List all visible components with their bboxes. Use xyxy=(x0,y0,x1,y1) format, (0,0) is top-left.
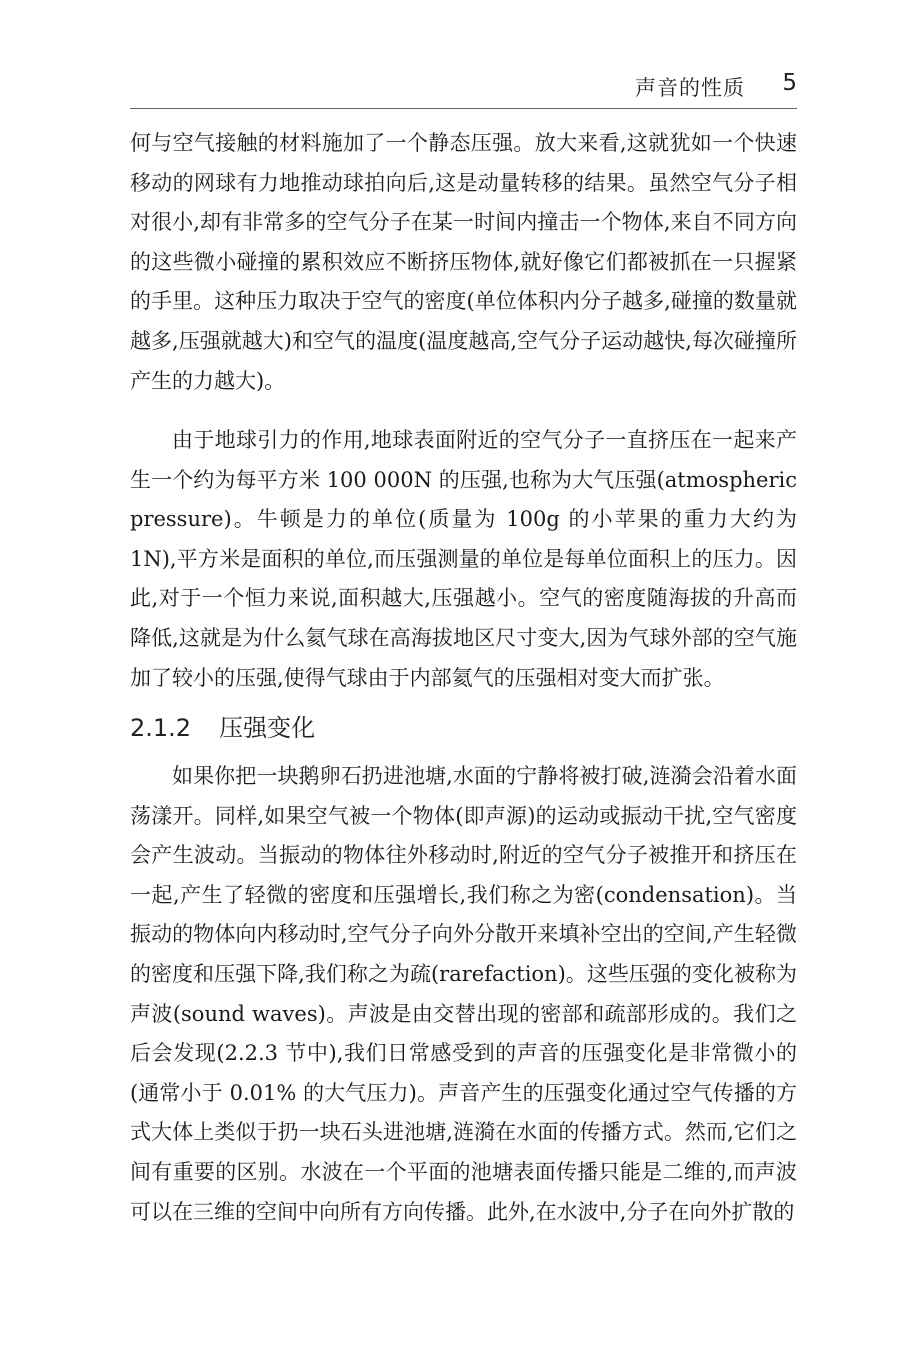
section-title: 压强变化 xyxy=(219,714,316,742)
section-number: 2.1.2 xyxy=(130,714,192,742)
paragraph-atmospheric-pressure xyxy=(130,421,797,698)
paragraph-continued xyxy=(130,124,797,401)
header-chapter-title: 声音的性质 xyxy=(635,76,745,100)
paragraph-text: 由于地球引力的作用,地球表面附近的空气分子一直挤压在一起来产生一个约为每平方米 100 000N 的压强,也称为大气压强(atmospheric pressure)。牛顿是力的单位(质量为 100g 的小苹果的重力大约为 1N),平方米是面积的单位,而压强测量的单位是每单位面积上的压力。因此,对于一个恒力来说,面积越大,压强越小。空气的密度随海拔的升高而降低,这就是为什么氦气球在高海拔地区尺寸变大,因为气球外部的空气施加了较小的压强,使得气球由于内部氦气的压强相对变大而扩张。 xyxy=(130,428,797,690)
page-number: 5 xyxy=(782,70,797,96)
running-header xyxy=(130,70,797,104)
header-divider xyxy=(130,108,797,109)
section-heading xyxy=(130,708,315,743)
paragraph-text: 如果你把一块鹅卵石扔进池塘,水面的宁静将被打破,涟漪会沿着水面荡漾开。同样,如果空气被一个物体(即声源)的运动或振动干扰,空气密度会产生波动。当振动的物体往外移动时,附近的空气分子被推开和挤压在一起,产生了轻微的密度和压强增长,我们称之为密(condensation)。当振动的物体向内移动时,空气分子向外分散开来填补空出的空间,产生轻微的密度和压强下降,我们称之为疏(rarefaction)。这些压强的变化被称为声波(sound waves)。声波是由交替出现的密部和疏部形成的。我们之后会发现(2.2.3 节中),我们日常感受到的声音的压强变化是非常微小的(通常小于 0.01% 的大气压力)。声音产生的压强变化通过空气传播的方式大体上类似于扔一块石头进池塘,涟漪在水面的传播方式。然而,它们之间有重要的区别。水波在一个平面的池塘表面传播只能是二维的,而声波可以在三维的空间中向所有方向传播。此外,在水波中,分子在向外扩散的 xyxy=(130,764,797,1224)
paragraph-pressure-changes xyxy=(130,757,797,1232)
paragraph-text: 何与空气接触的材料施加了一个静态压强。放大来看,这就犹如一个快速移动的网球有力地推动球拍向后,这是动量转移的结果。虽然空气分子相对很小,却有非常多的空气分子在某一时间内撞击一个物体,来自不同方向的这些微小碰撞的累积效应不断挤压物体,就好像它们都被抓在一只握紧的手里。这种压力取决于空气的密度(单位体积内分子越多,碰撞的数量就越多,压强就越大)和空气的温度(温度越高,空气分子运动越快,每次碰撞所产生的力越大)。 xyxy=(130,131,797,393)
